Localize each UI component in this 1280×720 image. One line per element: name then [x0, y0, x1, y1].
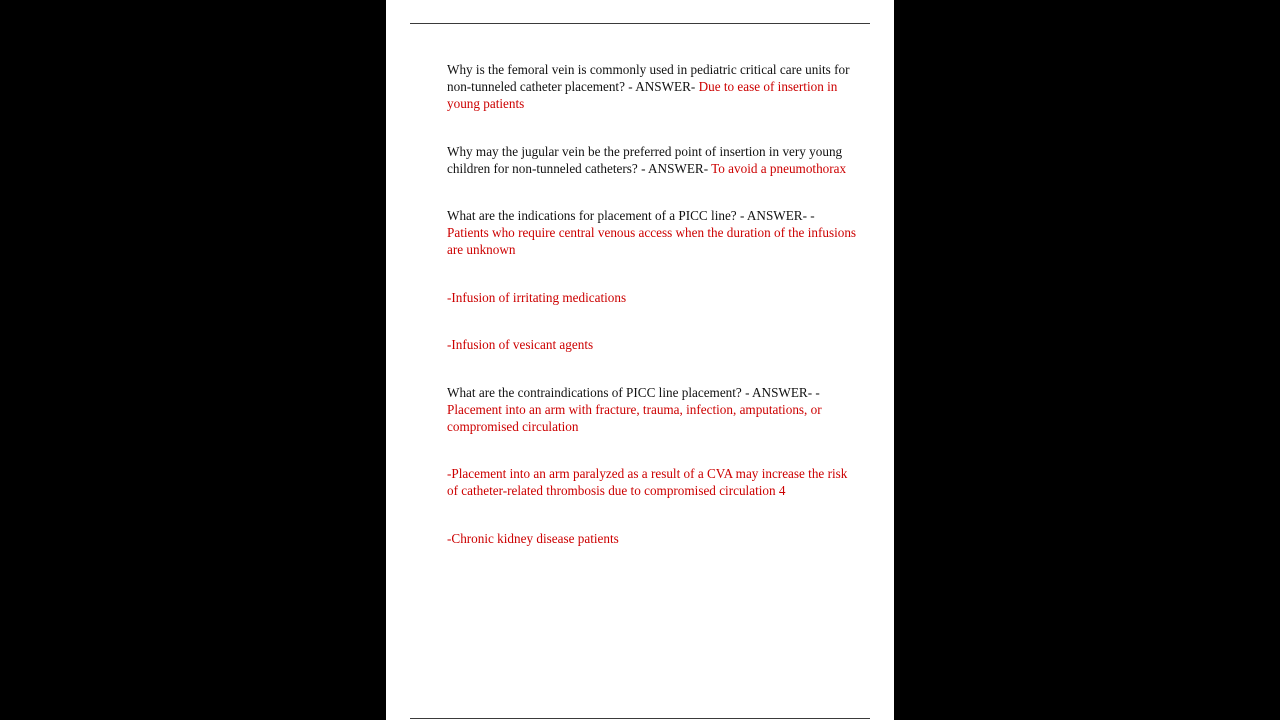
answer-item: [447, 530, 857, 547]
qa-block: [447, 207, 857, 258]
answer-item: [447, 465, 857, 499]
answer-text: -Infusion of vesicant agents: [447, 337, 594, 352]
question-text: Why is the femoral vein is commonly used in pediatric critical care units for non-tunneled catheter placement? - ANSWER-: [447, 62, 850, 94]
question-text: What are the contraindications of PICC line placement? - ANSWER- -: [447, 384, 820, 400]
answer-text: -Infusion of irritating medications: [447, 289, 627, 305]
qa-block: [447, 143, 857, 177]
answer-text: To avoid a pneumothorax: [711, 160, 847, 176]
question-text: Why may the jugular vein be the preferred point of insertion in very young children for non-tunneled catheters? - ANSWER-: [447, 143, 843, 176]
answer-text: Patients who require central venous access when the duration of the infusions are unknown: [447, 225, 857, 257]
question-text: What are the indications for placement of a PICC line? - ANSWER- -: [447, 208, 815, 223]
header-rule: [410, 23, 870, 24]
document-page: [386, 0, 894, 720]
document-content: [447, 61, 857, 577]
qa-block: [447, 61, 857, 112]
answer-text: Due to ease of insertion in young patients: [447, 79, 838, 111]
answer-text: -Placement into an arm paralyzed as a result of a CVA may increase the risk of catheter-related thrombosis due to compromised circulation 4: [447, 466, 848, 498]
qa-block: [447, 384, 857, 435]
answer-text: Placement into an arm with fracture, trauma, infection, amputations, or compromised circulation: [447, 401, 822, 434]
answer-item: [447, 336, 857, 353]
footer-rule: [410, 718, 870, 719]
answer-item: [447, 289, 857, 306]
answer-text: -Chronic kidney disease patients: [447, 530, 619, 546]
